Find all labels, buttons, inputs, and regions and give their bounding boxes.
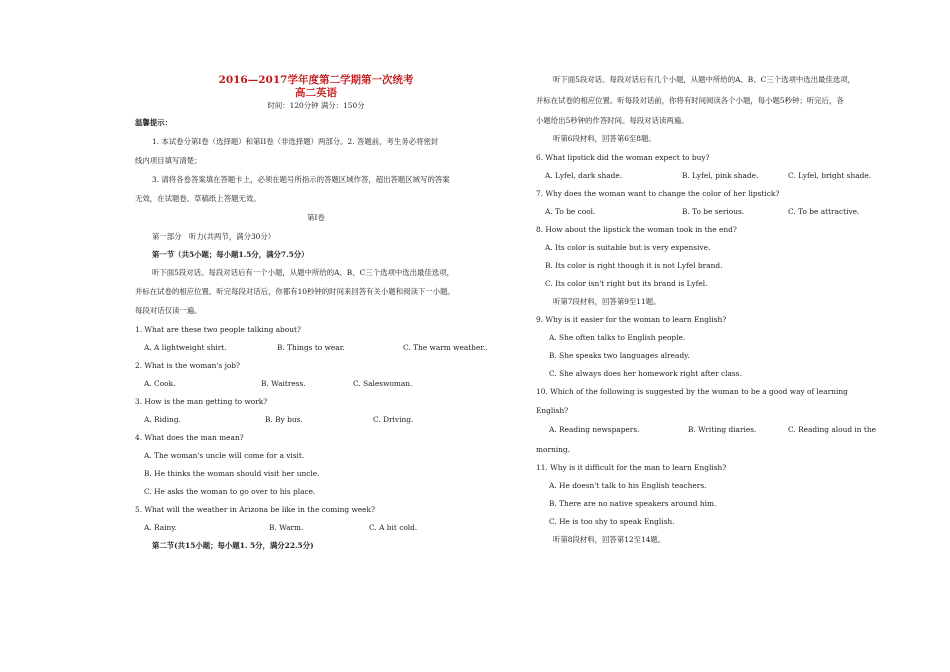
exam-title: 2016—2017学年度第二学期第一次统考 <box>218 74 414 86</box>
time-info: 时间：120分钟 满分：150分 <box>267 101 365 110</box>
q1-option-b[interactable]: B. Things to wear. <box>277 343 345 352</box>
material-6-instruction: 听第6段材料，回答第6至8题。 <box>553 134 656 143</box>
q11-option-c[interactable]: C. He is too shy to speak English. <box>549 517 675 526</box>
q7-option-b[interactable]: B. To be serious. <box>682 207 745 216</box>
question-1: 1. What are these two people talking about? <box>135 325 301 334</box>
q3-option-c[interactable]: C. Driving. <box>373 415 414 424</box>
question-10-cont: English? <box>536 406 569 415</box>
material-8-instruction: 听第8段材料，回答第12至14题。 <box>553 535 666 544</box>
q3-option-b[interactable]: B. By bus. <box>265 415 303 424</box>
question-6: 6. What lipstick did the woman expect to buy? <box>536 153 710 162</box>
q2-option-c[interactable]: C. Saleswoman. <box>353 379 413 388</box>
section2-heading: 第二节(共15小题；每小题1. 5分，满分22.5分) <box>152 541 314 550</box>
question-7: 7. Why does the woman want to change the color of her lipstick? <box>536 189 780 198</box>
question-2: 2. What is the woman's job? <box>135 361 240 370</box>
q8-option-a[interactable]: A. Its color is suitable but is very expensive. <box>545 243 711 252</box>
section1-instr-line3: 每段对话仅读一遍。 <box>135 306 202 315</box>
volume-heading: 第I卷 <box>307 213 325 222</box>
q5-option-c[interactable]: C. A bit cold. <box>369 523 418 532</box>
q4-option-c[interactable]: C. He asks the woman to go over to his place. <box>144 487 316 496</box>
q10-option-c-cont: morning. <box>536 445 570 454</box>
section2-instr-line3: 小题给出5秒钟的作答时间。每段对话读两遍。 <box>536 116 689 125</box>
q6-option-a[interactable]: A. Lyfel, dark shade. <box>545 171 623 180</box>
q7-option-a[interactable]: A. To be cool. <box>545 207 596 216</box>
notice-item3-line2: 无效，在试题卷、草稿纸上答题无效。 <box>135 194 261 203</box>
q1-option-c[interactable]: C. The warm weather.. <box>403 343 488 352</box>
section2-instr-line1: 听下面5段对话。每段对话后有几个小题，从题中所给的A、B、C三个选项中选出最佳选项， <box>553 75 855 84</box>
question-10: 10. Which of the following is suggested by the woman to be a good way of learning <box>536 387 848 396</box>
q5-option-b[interactable]: B. Warm. <box>269 523 304 532</box>
q10-option-a[interactable]: A. Reading newspapers. <box>549 425 640 434</box>
q3-option-a[interactable]: A. Riding. <box>144 415 181 424</box>
notice-item1-line1: 1. 本试卷分第I卷（选择题）和第II卷（非选择题）两部分。2. 答题前，考生务必将密封 <box>152 137 439 146</box>
q4-option-b[interactable]: B. He thinks the woman should visit her uncle. <box>144 469 320 478</box>
q2-option-b[interactable]: B. Waitress. <box>261 379 306 388</box>
section1-heading: 第一节（共5小题；每小题1.5分，满分7.5分） <box>152 250 309 259</box>
question-9: 9. Why is it easier for the woman to learn English? <box>536 315 727 324</box>
q10-option-c[interactable]: C. Reading aloud in the <box>788 425 877 434</box>
question-5: 5. What will the weather in Arizona be like in the coming week? <box>135 505 375 514</box>
notice-item1-line2: 线内项目填写清楚； <box>135 156 202 165</box>
q4-option-a[interactable]: A. The woman's uncle will come for a visit. <box>144 451 305 460</box>
question-11: 11. Why is it difficult for the man to learn English? <box>536 463 727 472</box>
q9-option-b[interactable]: B. She speaks two languages already. <box>549 351 690 360</box>
section1-instr-line2: 并标在试卷的相应位置。听完每段对话后，你都有10秒钟的时间来回答有关小题和阅读下一小题。 <box>135 287 455 296</box>
q11-option-a[interactable]: A. He doesn't talk to his English teachers. <box>549 481 707 490</box>
q2-option-a[interactable]: A. Cook. <box>144 379 176 388</box>
q5-option-a[interactable]: A. Rainy. <box>144 523 177 532</box>
section1-instr-line1: 听下面5段对话。每段对话后有一个小题，从题中所给的A、B、C三个选项中选出最佳选项， <box>152 268 454 277</box>
question-4: 4. What does the man mean? <box>135 433 244 442</box>
q10-option-b[interactable]: B. Writing diaries. <box>688 425 757 434</box>
q7-option-c[interactable]: C. To be attractive. <box>788 207 860 216</box>
q6-option-b[interactable]: B. Lyfel, pink shade. <box>682 171 759 180</box>
notice-item3-line1: 3. 请将各卷答案填在答题卡上，必须在题号所指示的答题区域作答，超出答题区域写的答案 <box>152 175 450 184</box>
question-8: 8. How about the lipstick the woman took in the end? <box>536 225 737 234</box>
notice-heading: 温馨提示： <box>135 118 172 127</box>
q6-option-c[interactable]: C. Lyfel, bright shade. <box>788 171 872 180</box>
q11-option-b[interactable]: B. There are no native speakers around him. <box>549 499 717 508</box>
q1-option-a[interactable]: A. A lightweight shirt. <box>144 343 227 352</box>
exam-subtitle: 高二英语 <box>295 87 337 99</box>
q8-option-b[interactable]: B. Its color is right though it is not Lyfel brand. <box>545 261 723 270</box>
section2-instr-line2: 并标在试卷的相应位置。听每段对话前，你将有时间阅读各个小题，每小题5秒钟；听完后，各 <box>536 96 844 105</box>
question-3: 3. How is the man getting to work? <box>135 397 268 406</box>
part1-heading: 第一部分 听力(共两节，满分30分） <box>152 232 276 241</box>
q9-option-a[interactable]: A. She often talks to English people. <box>549 333 686 342</box>
material-7-instruction: 听第7段材料，回答第9至11题。 <box>553 297 661 306</box>
q8-option-c[interactable]: C. Its color isn't right but its brand is Lyfel. <box>545 279 708 288</box>
q9-option-c[interactable]: C. She always does her homework right after class. <box>549 369 742 378</box>
